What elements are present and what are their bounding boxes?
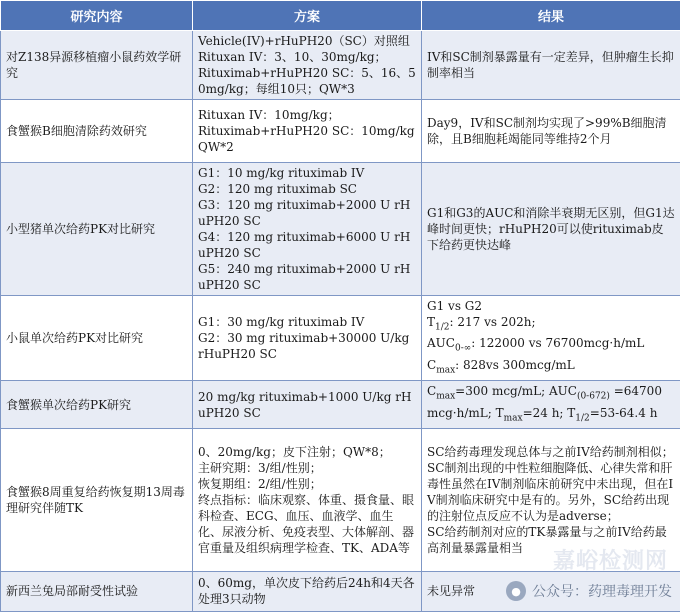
cell-result: G1 vs G2 $T_{1/2}$: 217 vs 202h; $AUC_{0-\infty}$: 122000 vs 76700mcg·h/mL $C_{max}$: 828vs 300mcg/mL — [422, 296, 680, 381]
header-content: 研究内容 — [1, 1, 193, 31]
watermark — [506, 581, 672, 601]
table-row — [1, 163, 680, 296]
cell-result: SC给药毒理发现总体与之前IV给药制剂相似； SC制剂出现的中性粒细胞降低、心律失常和肝毒性虽然在IV制剂临床前研究中未出现，但在IV制剂临床研究中是有的。另外，SC给药出现的注射位点反应不认为是adverse； SC给药制剂对应的TK暴露量与之前IV给药最高剂量暴露量相当 — [422, 428, 680, 571]
cell-content: 食蟹猴单次给药PK研究 — [1, 381, 193, 429]
table-row — [1, 100, 680, 163]
watermark-account: 公众号：药理毒理开发 — [532, 581, 672, 601]
cell-result: 未见异常 — [422, 571, 680, 611]
cell-content: 对Z138异源移植瘤小鼠药效学研究 — [1, 31, 193, 100]
cell-result: G1和G3的AUC和消除半衰期无区别，但G1达峰时间更快；rHuPH20可以使rituximab皮下给药更快达峰 — [422, 163, 680, 296]
cell-content: 食蟹猴B细胞清除药效研究 — [1, 100, 193, 163]
table-row — [1, 31, 680, 100]
cell-content: 新西兰兔局部耐受性试验 — [1, 571, 193, 611]
watermark-site: 嘉峪检测网 — [553, 544, 668, 575]
header-plan: 方案 — [193, 1, 422, 31]
header-result: 结果 — [422, 1, 680, 31]
cell-result: IV和SC制剂暴露量有一定差异，但肿瘤生长抑制率相当 — [422, 31, 680, 100]
wechat-icon: ● — [506, 581, 526, 601]
cell-plan: 0、60mg，单次皮下给药后24h和4天各处理3只动物 — [193, 571, 422, 611]
cell-result: Day9，IV和SC制剂均实现了>99%B细胞清除，且B细胞耗竭能同等维持2个月 — [422, 100, 680, 163]
table-row — [1, 296, 680, 381]
cell-content: 小型猪单次给药PK对比研究 — [1, 163, 193, 296]
cell-content: 小鼠单次给药PK对比研究 — [1, 296, 193, 381]
cell-plan: 0、20mg/kg；皮下注射；QW*8； 主研究期：3/组/性别； 恢复期组：2/组/性别； 终点指标：临床观察、体重、摄食量、眼科检查、ECG、血压、血液学、血生化、尿液分析、免疫表型、大体解剖、器官重量及组织病理学检查、TK、ADA等 — [193, 428, 422, 571]
cell-plan: Vehicle(IV)+rHuPH20（SC）对照组 Rituxan IV：3、10、30mg/kg； Rituximab+rHuPH20 SC：5、16、50mg/kg；每组10只；QW*3 — [193, 31, 422, 100]
cell-content: 食蟹猴8周重复给药恢复期13周毒理研究伴随TK — [1, 428, 193, 571]
cell-plan: G1：30 mg/kg rituximab IV G2：30 mg rituximab+30000 U/kg rHuPH20 SC — [193, 296, 422, 381]
table-row — [1, 381, 680, 429]
cell-result: $C_{max}=300$ mcg/mL; $AUC_{(0-672)} =64700$ mcg·h/mL; $T_{max}=24$ h; $T_{1/2}=53-64.4$ h — [422, 381, 680, 429]
cell-plan: G1：10 mg/kg rituximab IV G2：120 mg rituximab SC G3：120 mg rituximab+2000 U rHuPH20 SC G4：120 mg rituximab+6000 U rHuPH20 SC G5：240 mg rituximab+2000 U rHuPH20 SC — [193, 163, 422, 296]
table-header-row — [1, 1, 680, 31]
cell-plan: Rituxan IV：10mg/kg； Rituximab+rHuPH20 SC：10mg/kg QW*2 — [193, 100, 422, 163]
pk-compare-title: G1 vs G2 — [427, 298, 675, 314]
cell-plan: 20 mg/kg rituximab+1000 U/kg rHuPH20 SC — [193, 381, 422, 429]
